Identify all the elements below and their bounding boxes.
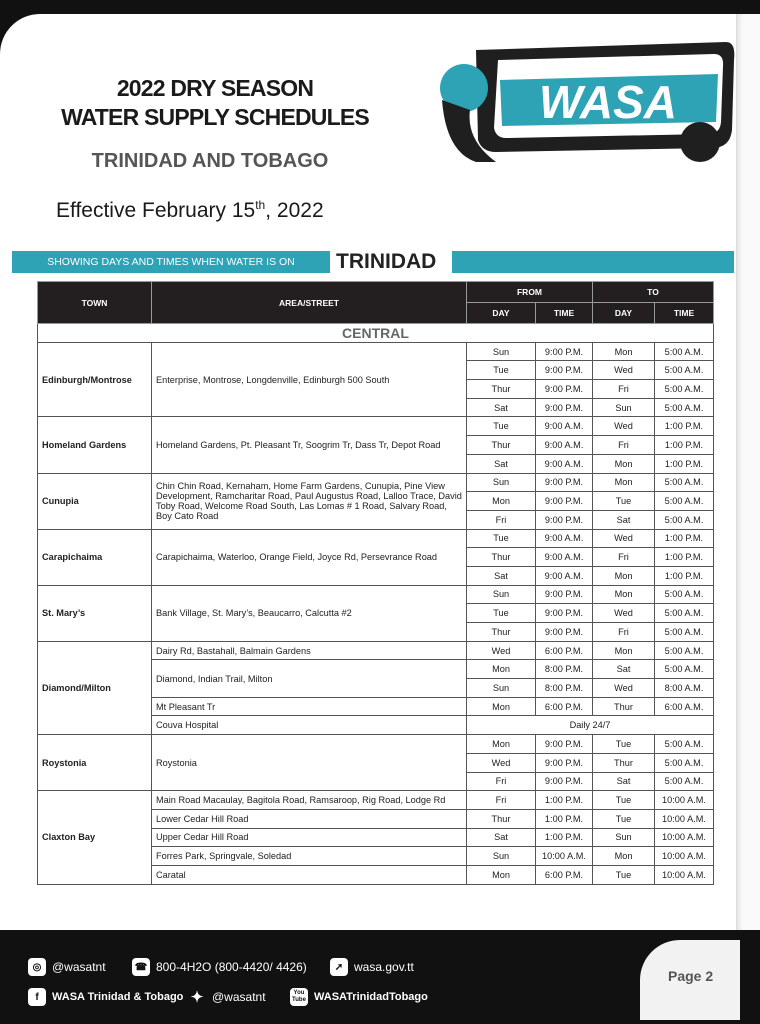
from-time-cell: 9:00 P.M.	[536, 380, 593, 399]
to-time-cell: 5:00 A.M.	[655, 735, 714, 754]
cursor-icon: ➚	[330, 958, 348, 976]
to-time-cell: 10:00 A.M.	[655, 791, 714, 810]
from-day-cell: Wed	[467, 641, 536, 660]
from-day-cell: Tue	[467, 361, 536, 380]
to-day-cell: Tue	[593, 809, 655, 828]
to-day-cell: Wed	[593, 417, 655, 436]
area-cell: Main Road Macaulay, Bagitola Road, Ramsaroop, Rig Road, Lodge Rd	[152, 791, 467, 810]
town-cell: Diamond/Milton	[38, 641, 152, 734]
page-title	[40, 74, 390, 132]
to-time-cell: 5:00 A.M.	[655, 473, 714, 492]
page-number: Page 2	[668, 968, 714, 984]
wasa-logo	[436, 30, 736, 175]
header-to-day: DAY	[593, 303, 655, 324]
from-time-cell: 9:00 P.M.	[536, 473, 593, 492]
to-day-cell: Tue	[593, 791, 655, 810]
banner-bar	[452, 251, 734, 273]
to-time-cell: 8:00 A.M.	[655, 679, 714, 698]
header-from-time: TIME	[536, 303, 593, 324]
to-time-cell: 6:00 A.M.	[655, 697, 714, 716]
to-time-cell: 10:00 A.M.	[655, 847, 714, 866]
header-from-day: DAY	[467, 303, 536, 324]
from-time-cell: 9:00 A.M.	[536, 417, 593, 436]
daily-cell: Daily 24/7	[467, 716, 714, 735]
area-cell: Enterprise, Montrose, Longdenville, Edinburgh 500 South	[152, 342, 467, 417]
header-to-time: TIME	[655, 303, 714, 324]
to-time-cell: 1:00 P.M.	[655, 454, 714, 473]
to-time-cell: 5:00 A.M.	[655, 623, 714, 642]
to-day-cell: Wed	[593, 529, 655, 548]
phone-icon: ☎	[132, 958, 150, 976]
to-day-cell: Sat	[593, 772, 655, 791]
to-time-cell: 5:00 A.M.	[655, 660, 714, 679]
from-time-cell: 6:00 P.M.	[536, 865, 593, 884]
to-time-cell: 5:00 A.M.	[655, 641, 714, 660]
area-cell: Mt Pleasant Tr	[152, 697, 467, 716]
table-row	[38, 585, 714, 604]
to-day-cell: Sun	[593, 828, 655, 847]
area-cell: Homeland Gardens, Pt. Pleasant Tr, Soogrim Tr, Dass Tr, Depot Road	[152, 417, 467, 473]
effective-date: Effective February 15th, 2022	[56, 198, 324, 222]
to-day-cell: Tue	[593, 492, 655, 511]
from-time-cell: 9:00 P.M.	[536, 510, 593, 529]
footer-facebook[interactable]: f WASA Trinidad & Tobago	[28, 988, 183, 1006]
area-cell: Diamond, Indian Trail, Milton	[152, 660, 467, 697]
town-cell: Claxton Bay	[38, 791, 152, 884]
from-day-cell: Fri	[467, 772, 536, 791]
to-day-cell: Wed	[593, 604, 655, 623]
table-row	[38, 791, 714, 810]
area-cell: Lower Cedar Hill Road	[152, 809, 467, 828]
to-time-cell: 1:00 P.M.	[655, 417, 714, 436]
to-time-cell: 10:00 A.M.	[655, 828, 714, 847]
header-area: AREA/STREET	[152, 282, 467, 324]
to-day-cell: Mon	[593, 566, 655, 585]
from-day-cell: Mon	[467, 660, 536, 679]
town-cell: Carapichaima	[38, 529, 152, 585]
from-time-cell: 1:00 P.M.	[536, 791, 593, 810]
twitter-icon: ✦	[190, 989, 204, 1006]
from-day-cell: Sun	[467, 585, 536, 604]
header-from: FROM	[467, 282, 593, 303]
from-time-cell: 10:00 A.M.	[536, 847, 593, 866]
schedule-table	[37, 281, 714, 885]
from-day-cell: Sun	[467, 679, 536, 698]
table-row	[38, 641, 714, 660]
title-line-2: WATER SUPPLY SCHEDULES	[61, 104, 369, 130]
from-day-cell: Sat	[467, 566, 536, 585]
to-day-cell: Thur	[593, 753, 655, 772]
youtube-icon: You Tube	[290, 988, 308, 1006]
from-day-cell: Thur	[467, 809, 536, 828]
to-day-cell: Mon	[593, 847, 655, 866]
from-day-cell: Fri	[467, 510, 536, 529]
from-day-cell: Wed	[467, 753, 536, 772]
area-cell: Forres Park, Springvale, Soledad	[152, 847, 467, 866]
from-day-cell: Mon	[467, 865, 536, 884]
area-cell: Carapichaima, Waterloo, Orange Field, Joyce Rd, Persevrance Road	[152, 529, 467, 585]
to-time-cell: 1:00 P.M.	[655, 566, 714, 585]
from-time-cell: 9:00 A.M.	[536, 436, 593, 455]
from-day-cell: Mon	[467, 697, 536, 716]
to-time-cell: 1:00 P.M.	[655, 436, 714, 455]
from-time-cell: 9:00 P.M.	[536, 735, 593, 754]
to-day-cell: Wed	[593, 361, 655, 380]
to-time-cell: 5:00 A.M.	[655, 380, 714, 399]
to-time-cell: 5:00 A.M.	[655, 398, 714, 417]
town-cell: Edinburgh/Montrose	[38, 342, 152, 417]
footer-website[interactable]: ➚ wasa.gov.tt	[330, 958, 414, 976]
to-day-cell: Sat	[593, 660, 655, 679]
to-day-cell: Mon	[593, 342, 655, 361]
from-time-cell: 9:00 A.M.	[536, 529, 593, 548]
to-day-cell: Fri	[593, 623, 655, 642]
from-day-cell: Sat	[467, 828, 536, 847]
town-cell: Roystonia	[38, 735, 152, 791]
to-day-cell: Tue	[593, 735, 655, 754]
from-time-cell: 9:00 P.M.	[536, 604, 593, 623]
from-time-cell: 9:00 P.M.	[536, 772, 593, 791]
town-cell: St. Mary’s	[38, 585, 152, 641]
footer-phone[interactable]: ☎ 800-4H2O (800-4420/ 4426)	[132, 958, 307, 976]
from-day-cell: Mon	[467, 492, 536, 511]
to-day-cell: Fri	[593, 436, 655, 455]
table-row	[38, 342, 714, 361]
from-time-cell: 9:00 P.M.	[536, 585, 593, 604]
from-time-cell: 1:00 P.M.	[536, 809, 593, 828]
to-time-cell: 5:00 A.M.	[655, 510, 714, 529]
to-time-cell: 1:00 P.M.	[655, 548, 714, 567]
to-day-cell: Sat	[593, 510, 655, 529]
to-day-cell: Thur	[593, 697, 655, 716]
from-time-cell: 9:00 P.M.	[536, 361, 593, 380]
from-time-cell: 9:00 A.M.	[536, 454, 593, 473]
from-day-cell: Sat	[467, 398, 536, 417]
table-row	[38, 417, 714, 436]
svg-text:WASA: WASA	[539, 76, 677, 128]
table-row	[38, 735, 714, 754]
title-line-1: 2022 DRY SEASON	[116, 75, 314, 101]
to-time-cell: 5:00 A.M.	[655, 772, 714, 791]
to-day-cell: Sun	[593, 398, 655, 417]
from-time-cell: 9:00 A.M.	[536, 548, 593, 567]
to-time-cell: 1:00 P.M.	[655, 529, 714, 548]
facebook-icon: f	[28, 988, 46, 1006]
instagram-icon: ◎	[28, 958, 46, 976]
from-day-cell: Tue	[467, 529, 536, 548]
footer-youtube[interactable]: You Tube WASATrinidadTobago	[290, 988, 428, 1006]
area-cell: Roystonia	[152, 735, 467, 791]
footer-instagram[interactable]: ◎ @wasatnt	[28, 958, 106, 976]
town-cell: Cunupia	[38, 473, 152, 529]
from-time-cell: 9:00 A.M.	[536, 566, 593, 585]
to-time-cell: 10:00 A.M.	[655, 809, 714, 828]
from-day-cell: Sun	[467, 847, 536, 866]
table-row	[38, 529, 714, 548]
from-day-cell: Sun	[467, 473, 536, 492]
from-day-cell: Tue	[467, 604, 536, 623]
from-time-cell: 9:00 P.M.	[536, 753, 593, 772]
from-time-cell: 9:00 P.M.	[536, 623, 593, 642]
from-day-cell: Fri	[467, 791, 536, 810]
area-cell: Chin Chin Road, Kernaham, Home Farm Gardens, Cunupia, Pine View Development, Ramcharitar Road, Paul Augustus Road, Lalloo Trace, David Toby Road, Welcome Road South, Las Lomas # 1 Road, Salvary Road, Boy Cato Road	[152, 473, 467, 529]
header-town: TOWN	[38, 282, 152, 324]
from-day-cell: Sun	[467, 342, 536, 361]
to-time-cell: 5:00 A.M.	[655, 492, 714, 511]
from-time-cell: 8:00 P.M.	[536, 679, 593, 698]
from-day-cell: Thur	[467, 548, 536, 567]
area-cell: Dairy Rd, Bastahall, Balmain Gardens	[152, 641, 467, 660]
footer-twitter[interactable]: ✦ @wasatnt	[188, 988, 266, 1006]
from-day-cell: Thur	[467, 436, 536, 455]
area-cell: Upper Cedar Hill Road	[152, 828, 467, 847]
to-day-cell: Mon	[593, 473, 655, 492]
to-day-cell: Mon	[593, 454, 655, 473]
from-day-cell: Mon	[467, 735, 536, 754]
to-time-cell: 5:00 A.M.	[655, 585, 714, 604]
from-time-cell: 9:00 P.M.	[536, 398, 593, 417]
region-heading: CENTRAL	[38, 324, 714, 343]
area-cell: Bank Village, St. Mary’s, Beaucarro, Calcutta #2	[152, 585, 467, 641]
to-day-cell: Mon	[593, 641, 655, 660]
from-time-cell: 9:00 P.M.	[536, 492, 593, 511]
area-cell: Caratal	[152, 865, 467, 884]
from-time-cell: 8:00 P.M.	[536, 660, 593, 679]
to-day-cell: Fri	[593, 380, 655, 399]
banner-island: TRINIDAD	[336, 250, 437, 273]
to-time-cell: 5:00 A.M.	[655, 342, 714, 361]
town-cell: Homeland Gardens	[38, 417, 152, 473]
to-time-cell: 5:00 A.M.	[655, 604, 714, 623]
from-time-cell: 6:00 P.M.	[536, 641, 593, 660]
table-row	[38, 473, 714, 492]
page-subtitle: TRINIDAD AND TOBAGO	[91, 150, 329, 172]
area-cell: Couva Hospital	[152, 716, 467, 735]
to-day-cell: Tue	[593, 865, 655, 884]
banner-caption: SHOWING DAYS AND TIMES WHEN WATER IS ON	[12, 251, 330, 273]
to-day-cell: Fri	[593, 548, 655, 567]
from-time-cell: 9:00 P.M.	[536, 342, 593, 361]
to-time-cell: 5:00 A.M.	[655, 753, 714, 772]
from-day-cell: Thur	[467, 623, 536, 642]
from-time-cell: 1:00 P.M.	[536, 828, 593, 847]
from-day-cell: Sat	[467, 454, 536, 473]
from-day-cell: Tue	[467, 417, 536, 436]
to-day-cell: Mon	[593, 585, 655, 604]
to-day-cell: Wed	[593, 679, 655, 698]
header-to: TO	[593, 282, 714, 303]
to-time-cell: 5:00 A.M.	[655, 361, 714, 380]
from-time-cell: 6:00 P.M.	[536, 697, 593, 716]
schedule-body	[38, 324, 714, 885]
from-day-cell: Thur	[467, 380, 536, 399]
to-time-cell: 10:00 A.M.	[655, 865, 714, 884]
page-edge	[736, 14, 760, 934]
